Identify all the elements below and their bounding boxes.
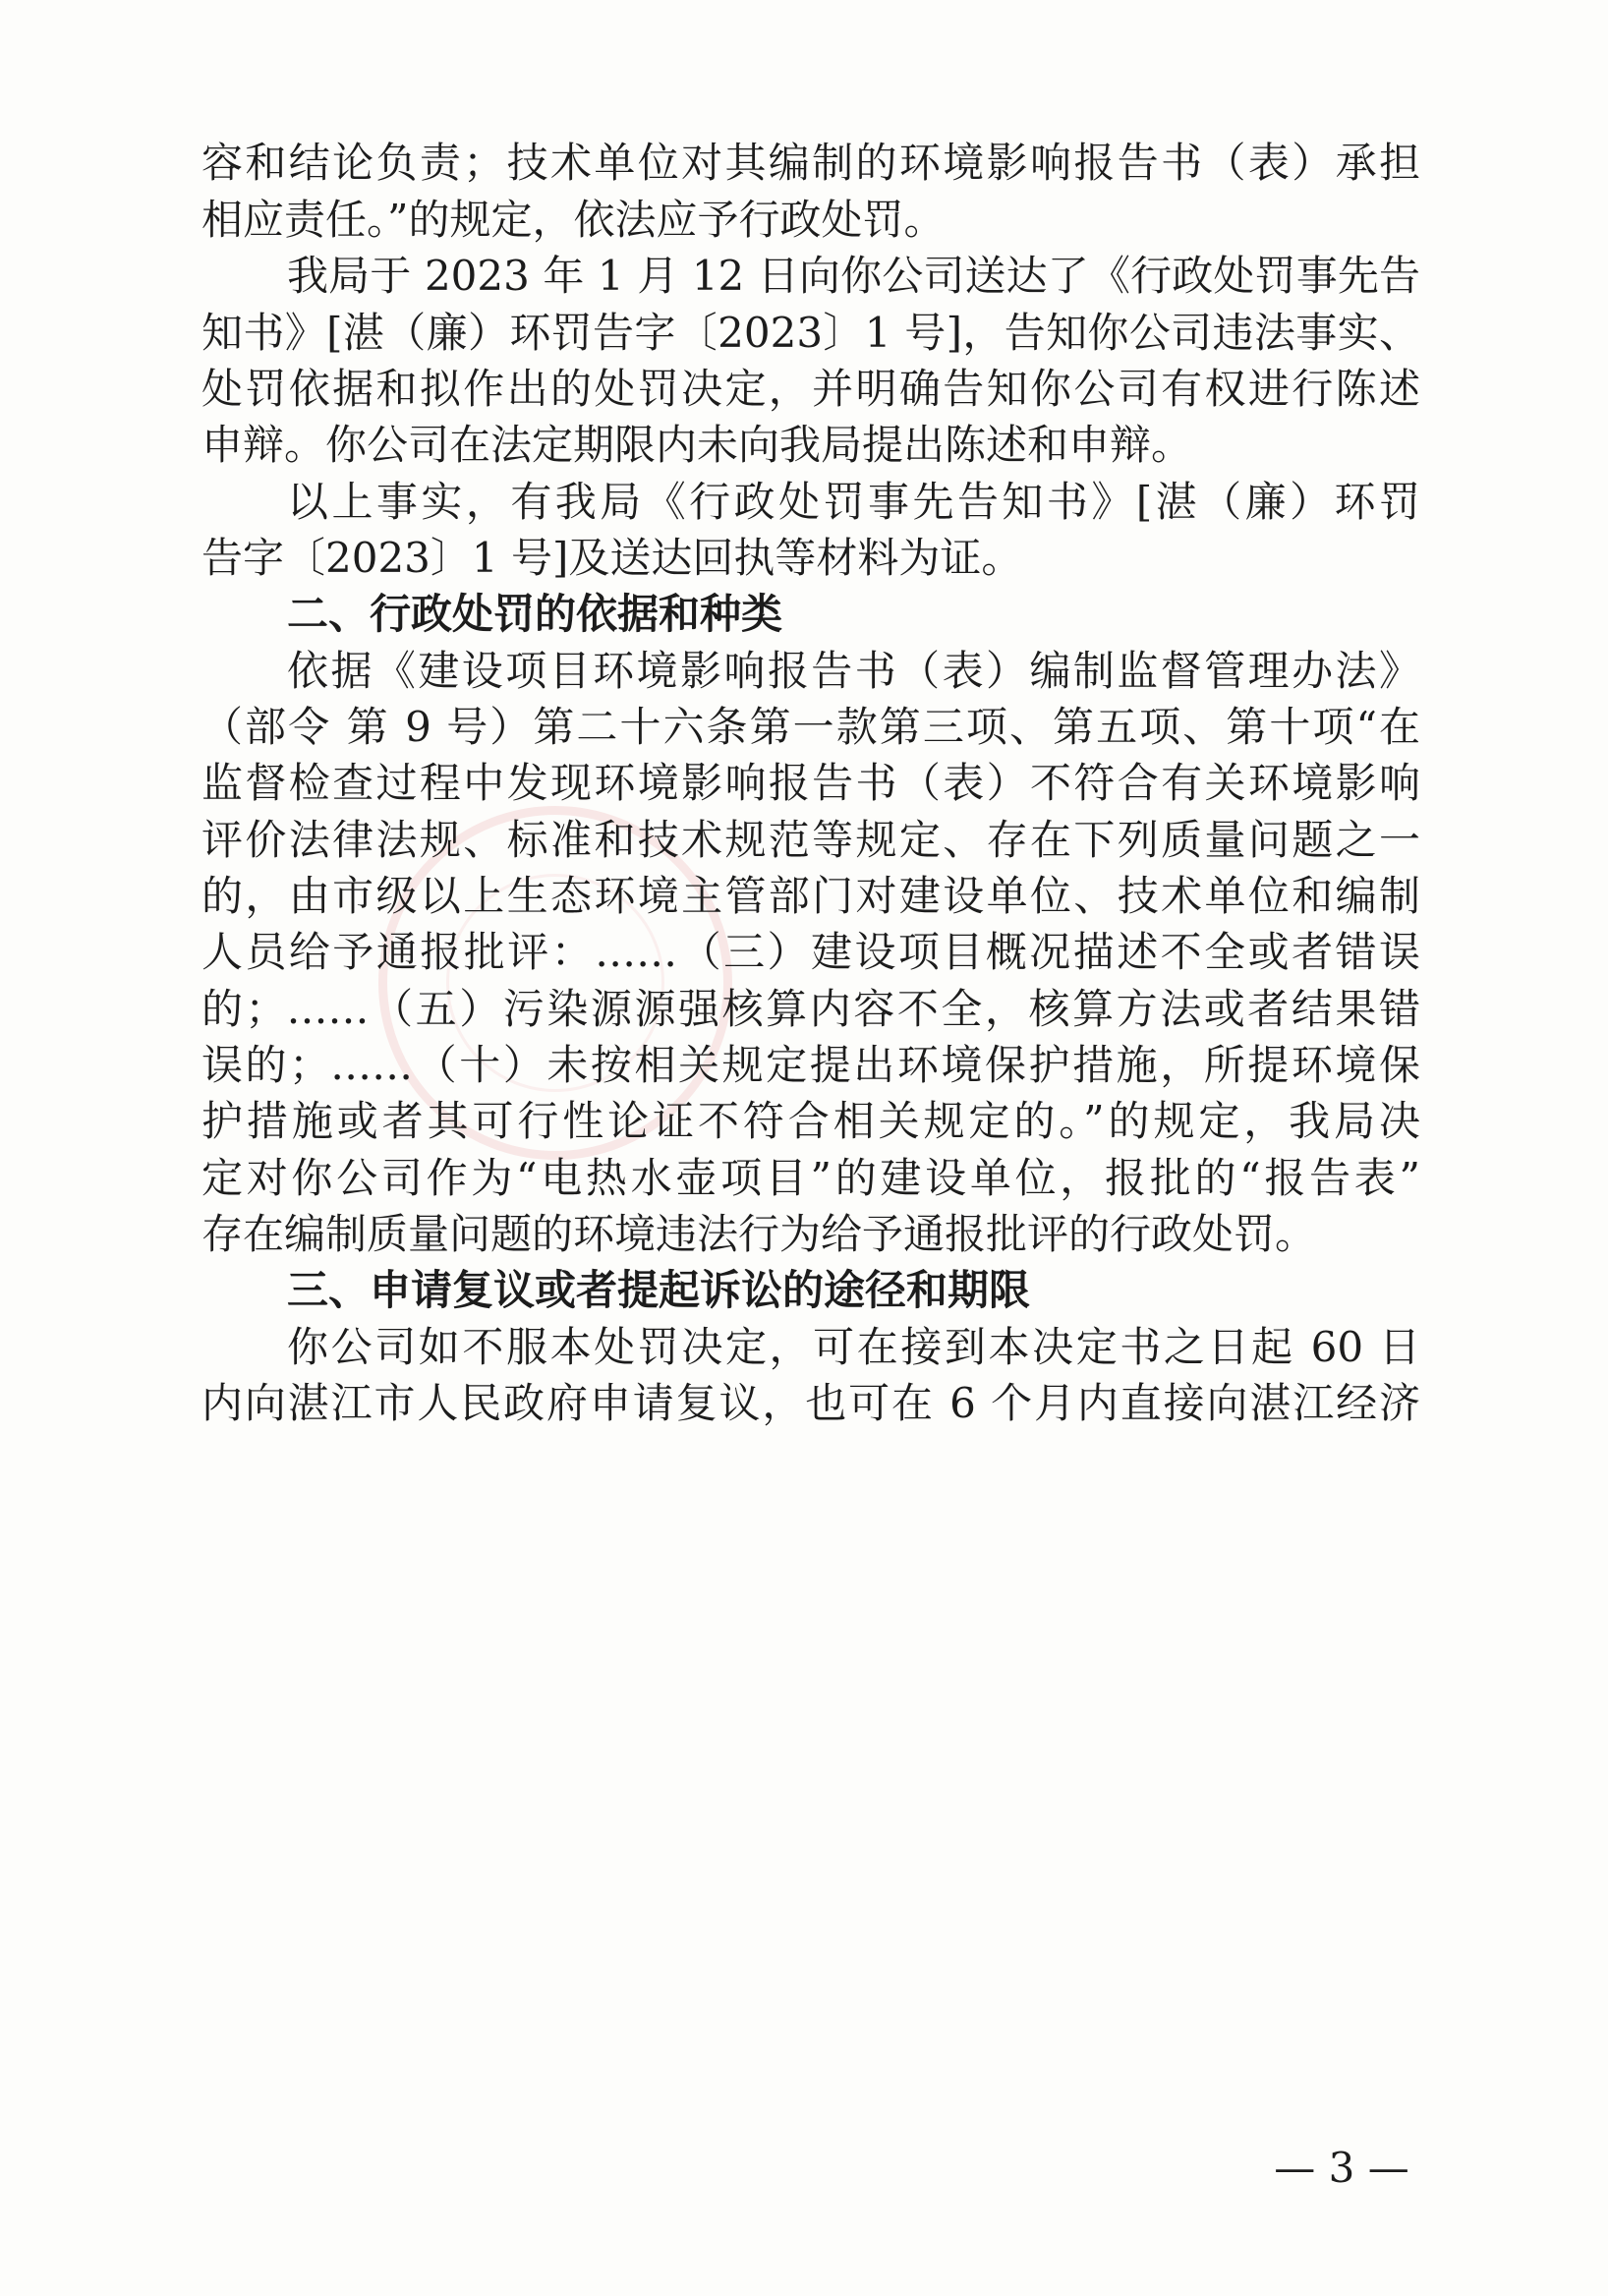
paragraph-line: 申辩。你公司在法定期限内未向我局提出陈述和申辩。 <box>201 421 1193 469</box>
paragraph-line: 内向湛江市人民政府申请复议，也可在 6 个月内直接向湛江经济 <box>201 1379 1420 1427</box>
paragraph-line: 监督检查过程中发现环境影响报告书（表）不符合有关环境影响 <box>201 759 1420 807</box>
paragraph-line: 人员给予通报批评：……（三）建设项目概况描述不全或者错误 <box>201 928 1420 976</box>
section-heading-2: 二、行政处罚的依据和种类 <box>287 590 783 638</box>
paragraph-line: 存在编制质量问题的环境违法行为给予通报批评的行政处罚。 <box>201 1210 1317 1258</box>
paragraph-line: 告字〔2023〕1 号]及送达回执等材料为证。 <box>201 534 1023 582</box>
paragraph-line: 评价法律法规、标准和技术规范等规定、存在下列质量问题之一 <box>201 816 1420 864</box>
paragraph-line: 护措施或者其可行性论证不符合相关规定的。”的规定，我局决 <box>201 1097 1420 1145</box>
paragraph-line: 相应责任。”的规定，依法应予行政处罚。 <box>201 196 946 244</box>
paragraph-line: 容和结论负责；技术单位对其编制的环境影响报告书（表）承担 <box>201 139 1420 187</box>
paragraph-line: 我局于 2023 年 1 月 12 日向你公司送达了《行政处罚事先告 <box>287 252 1420 300</box>
section-heading-3: 三、申请复议或者提起诉讼的途径和期限 <box>287 1266 1031 1314</box>
paragraph-line: 知书》[湛（廉）环罚告字〔2023〕1 号]，告知你公司违法事实、 <box>201 309 1420 357</box>
paragraph-line: （部令 第 9 号）第二十六条第一款第三项、第五项、第十项“在 <box>201 703 1420 751</box>
paragraph-line: 的，由市级以上生态环境主管部门对建设单位、技术单位和编制 <box>201 872 1420 920</box>
paragraph-line: 的；……（五）污染源源强核算内容不全，核算方法或者结果错 <box>201 985 1420 1033</box>
paragraph-line: 处罚依据和拟作出的处罚决定，并明确告知你公司有权进行陈述 <box>201 365 1420 413</box>
paragraph-line: 以上事实，有我局《行政处罚事先告知书》[湛（廉）环罚 <box>287 478 1420 526</box>
page-number: — 3 — <box>1274 2144 1409 2192</box>
paragraph-line: 你公司如不服本处罚决定，可在接到本决定书之日起 60 日 <box>287 1323 1420 1371</box>
paragraph-line: 依据《建设项目环境影响报告书（表）编制监督管理办法》 <box>287 647 1420 695</box>
paragraph-line: 定对你公司作为“电热水壶项目”的建设单位，报批的“报告表” <box>201 1154 1420 1202</box>
paragraph-line: 误的；……（十）未按相关规定提出环境保护措施，所提环境保 <box>201 1041 1420 1089</box>
